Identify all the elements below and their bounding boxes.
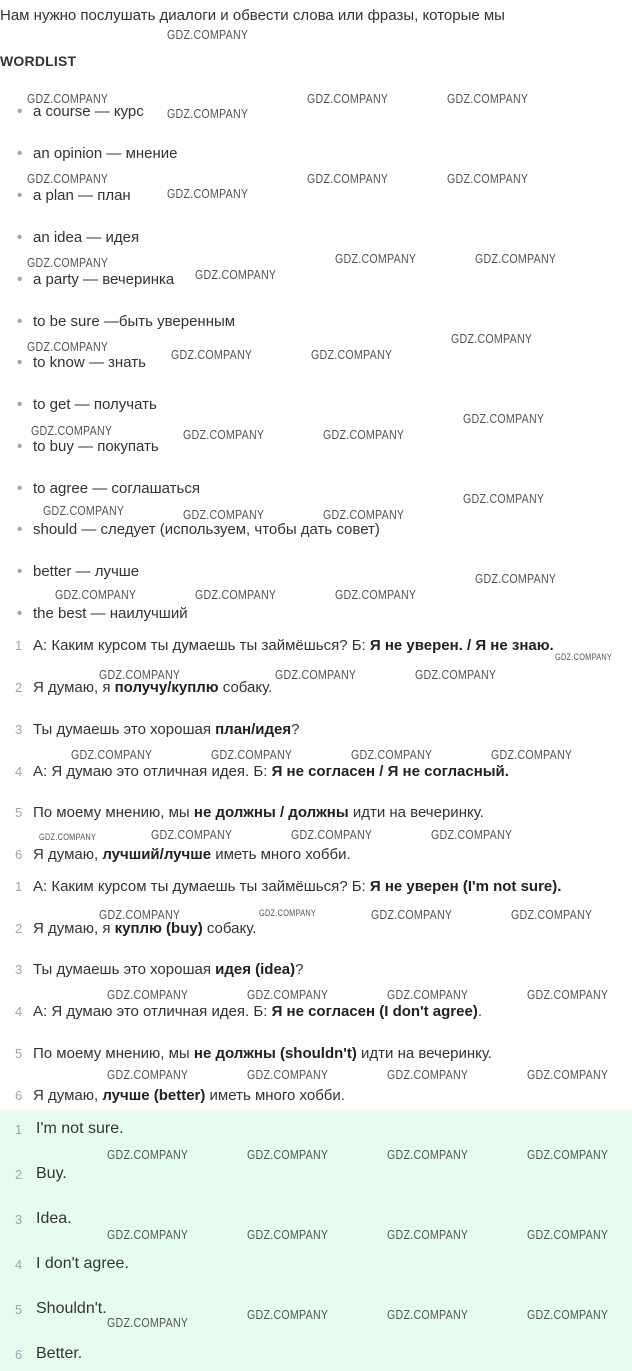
exercise-sentence: По моему мнению, мы не должны (shouldn't) идти на вечеринку. [33, 1045, 493, 1062]
wordlist-heading: WORDLIST [0, 53, 77, 69]
watermark: GDZ.COMPANY [447, 91, 529, 106]
answer-text: I'm not sure. [36, 1120, 124, 1137]
bullet-icon: • [17, 521, 23, 538]
bullet-icon: • [17, 605, 23, 622]
watermark: GDZ.COMPANY [351, 747, 433, 762]
watermark: GDZ.COMPANY [463, 411, 545, 426]
watermark: GDZ.COMPANY [195, 267, 277, 282]
watermark: GDZ.COMPANY [447, 171, 529, 186]
watermark: GDZ.COMPANY [323, 427, 405, 442]
watermark: GDZ.COMPANY [171, 347, 253, 362]
watermark: GDZ.COMPANY [55, 587, 137, 602]
bullet-icon: • [17, 563, 23, 580]
watermark: GDZ.COMPANY [247, 1307, 329, 1322]
exercise-sentence: Я думаю, лучший/лучше иметь много хобби. [33, 846, 351, 863]
watermark: GDZ.COMPANY [195, 587, 277, 602]
watermark: GDZ.COMPANY [527, 987, 609, 1002]
answer-text: Buy. [36, 1165, 67, 1182]
item-number: 4 [15, 764, 23, 779]
watermark: GDZ.COMPANY [167, 106, 249, 121]
watermark: GDZ.COMPANY [307, 171, 389, 186]
watermark: GDZ.COMPANY [43, 503, 125, 518]
wordlist-item [17, 313, 235, 330]
wordlist-item [17, 438, 159, 455]
watermark: GDZ.COMPANY [475, 251, 557, 266]
wordlist-item-text: to get — получать [33, 396, 157, 413]
item-number: 4 [15, 1004, 23, 1019]
watermark: GDZ.COMPANY [247, 1147, 329, 1162]
wordlist-item-text: should — следует (используем, чтобы дать совет) [33, 521, 380, 538]
item-number: 5 [15, 805, 23, 820]
item-number: 2 [15, 1167, 23, 1182]
watermark: GDZ.COMPANY [31, 423, 113, 438]
watermark: GDZ.COMPANY [463, 491, 545, 506]
exercise-sentence: По моему мнению, мы не должны / должны идти на вечеринку. [33, 804, 484, 821]
watermark: GDZ.COMPANY [107, 1315, 189, 1330]
item-number: 4 [15, 1257, 23, 1272]
watermark: GDZ.COMPANY [99, 667, 181, 682]
watermark: GDZ.COMPANY [151, 827, 233, 842]
watermark: GDZ.COMPANY [555, 652, 613, 662]
wordlist-item-text: an idea — идея [33, 229, 140, 246]
answer-text: Better. [36, 1345, 83, 1362]
exercise-sentence: А: Каким курсом ты думаешь ты займёшься? Б: Я не уверен. / Я не знаю. [33, 637, 554, 654]
wordlist-item-text: to buy — покупать [33, 438, 159, 455]
watermark: GDZ.COMPANY [183, 507, 265, 522]
wordlist-item-text: to know — знать [33, 354, 146, 371]
wordlist-item [17, 187, 131, 204]
watermark: GDZ.COMPANY [431, 827, 513, 842]
watermark: GDZ.COMPANY [247, 987, 329, 1002]
exercise-sentence: А: Каким курсом ты думаешь ты займёшься? Б: Я не уверен (I'm not sure). [33, 878, 562, 895]
wordlist-item [17, 563, 139, 580]
bullet-icon: • [17, 271, 23, 288]
wordlist-item-text: a party — вечеринка [33, 271, 175, 288]
watermark: GDZ.COMPANY [107, 1227, 189, 1242]
exercise-sentence: А: Я думаю это отличная идея. Б: Я не согласен / Я не согласный. [33, 763, 509, 780]
wordlist-item [17, 396, 157, 413]
watermark: GDZ.COMPANY [387, 1067, 469, 1082]
bullet-icon: • [17, 229, 23, 246]
wordlist-item-text: a plan — план [33, 187, 131, 204]
watermark: GDZ.COMPANY [335, 587, 417, 602]
wordlist-item [17, 354, 146, 371]
bullet-icon: • [17, 145, 23, 162]
wordlist-item [17, 521, 380, 538]
watermark: GDZ.COMPANY [387, 987, 469, 1002]
watermark: GDZ.COMPANY [27, 339, 109, 354]
exercise-sentence: Ты думаешь это хорошая план/идея? [33, 721, 300, 738]
watermark: GDZ.COMPANY [307, 91, 389, 106]
item-number: 1 [15, 638, 23, 653]
watermark: GDZ.COMPANY [387, 1227, 469, 1242]
watermark: GDZ.COMPANY [27, 171, 109, 186]
watermark: GDZ.COMPANY [167, 27, 249, 42]
wordlist-item-text: to agree — соглашаться [33, 480, 200, 497]
exercise-sentence: Я думаю, лучше (better) иметь много хобби. [33, 1087, 345, 1104]
item-number: 6 [15, 1088, 23, 1103]
exercise-sentence: Я думаю, я получу/куплю собаку. [33, 679, 273, 696]
wordlist-item [17, 271, 174, 288]
watermark: GDZ.COMPANY [247, 1067, 329, 1082]
bullet-icon: • [17, 187, 23, 204]
wordlist-item [17, 145, 178, 162]
bullet-icon: • [17, 313, 23, 330]
watermark: GDZ.COMPANY [451, 331, 533, 346]
wordlist-item [17, 480, 200, 497]
answer-text: Idea. [36, 1210, 72, 1227]
wordlist-item-text: to be sure —быть уверенным [33, 313, 236, 330]
watermark: GDZ.COMPANY [247, 1227, 329, 1242]
watermark: GDZ.COMPANY [167, 186, 249, 201]
watermark: GDZ.COMPANY [387, 1147, 469, 1162]
bullet-icon: • [17, 480, 23, 497]
item-number: 5 [15, 1046, 23, 1061]
wordlist-item [17, 229, 139, 246]
exercise-sentence: Я думаю, я куплю (buy) собаку. [33, 920, 257, 937]
watermark: GDZ.COMPANY [491, 747, 573, 762]
item-number: 3 [15, 1212, 23, 1227]
item-number: 6 [15, 847, 23, 862]
watermark: GDZ.COMPANY [107, 1147, 189, 1162]
watermark: GDZ.COMPANY [71, 747, 153, 762]
watermark: GDZ.COMPANY [415, 667, 497, 682]
intro-text: Нам нужно послушать диалоги и обвести слова или фразы, которые мы [0, 7, 505, 24]
watermark: GDZ.COMPANY [107, 987, 189, 1002]
wordlist-item-text: better — лучше [33, 563, 140, 580]
watermark: GDZ.COMPANY [291, 827, 373, 842]
item-number: 2 [15, 921, 23, 936]
wordlist-item [17, 605, 188, 622]
bullet-icon: • [17, 396, 23, 413]
item-number: 5 [15, 1302, 23, 1317]
watermark: GDZ.COMPANY [527, 1067, 609, 1082]
watermark: GDZ.COMPANY [39, 832, 97, 842]
item-number: 2 [15, 680, 23, 695]
watermark: GDZ.COMPANY [475, 571, 557, 586]
exercise-sentence: Ты думаешь это хорошая идея (idea)? [33, 961, 304, 978]
watermark: GDZ.COMPANY [371, 907, 453, 922]
watermark: GDZ.COMPANY [107, 1067, 189, 1082]
bullet-icon: • [17, 103, 23, 120]
item-number: 1 [15, 879, 23, 894]
watermark: GDZ.COMPANY [527, 1307, 609, 1322]
wordlist-item-text: an opinion — мнение [33, 145, 178, 162]
watermark: GDZ.COMPANY [527, 1227, 609, 1242]
bullet-icon: • [17, 438, 23, 455]
watermark: GDZ.COMPANY [259, 908, 317, 918]
wordlist-item-text: a course — курс [33, 103, 144, 120]
watermark: GDZ.COMPANY [275, 667, 357, 682]
item-number: 1 [15, 1122, 23, 1137]
answer-text: Shouldn't. [36, 1300, 107, 1317]
exercise-sentence: А: Я думаю это отличная идея. Б: Я не согласен (I don't agree). [33, 1003, 482, 1020]
item-number: 3 [15, 962, 23, 977]
watermark: GDZ.COMPANY [527, 1147, 609, 1162]
watermark: GDZ.COMPANY [323, 507, 405, 522]
item-number: 6 [15, 1347, 23, 1362]
watermark: GDZ.COMPANY [211, 747, 293, 762]
watermark: GDZ.COMPANY [27, 255, 109, 270]
wordlist-item-text: the best — наилучший [33, 605, 188, 622]
watermark: GDZ.COMPANY [387, 1307, 469, 1322]
watermark: GDZ.COMPANY [27, 91, 109, 106]
watermark: GDZ.COMPANY [511, 907, 593, 922]
answer-text: I don't agree. [36, 1255, 129, 1272]
bullet-icon: • [17, 354, 23, 371]
watermark: GDZ.COMPANY [335, 251, 417, 266]
watermark: GDZ.COMPANY [99, 907, 181, 922]
item-number: 3 [15, 722, 23, 737]
watermark: GDZ.COMPANY [183, 427, 265, 442]
watermark: GDZ.COMPANY [311, 347, 393, 362]
